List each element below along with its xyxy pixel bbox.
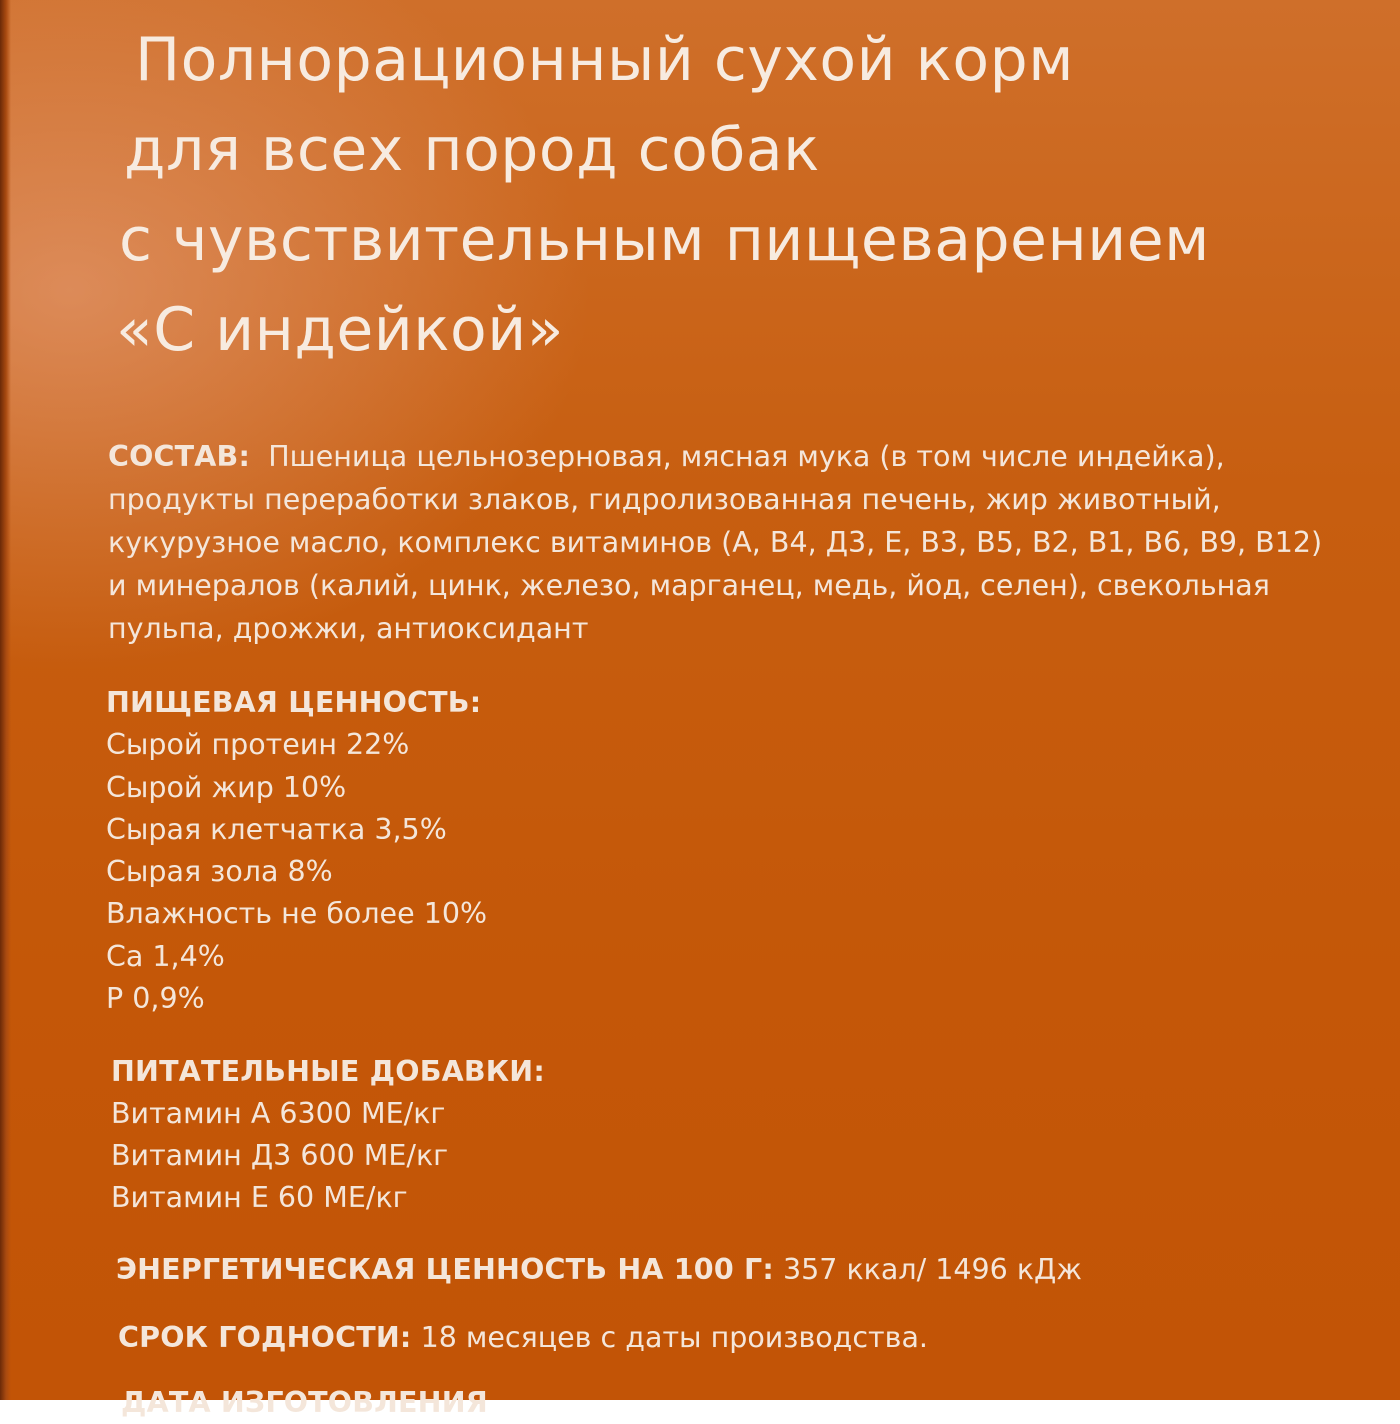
nutrition-item: Влажность не более 10% [106, 897, 488, 931]
shelf-life-section [118, 1316, 928, 1359]
energy-section [116, 1248, 1082, 1291]
nutrition-item: Сырой жир 10% [106, 770, 347, 804]
nutrition-item: Сырая зола 8% [106, 855, 333, 889]
package-edge-shadow [0, 0, 11, 1400]
composition-line: и минералов (калий, цинк, железо, марганец, медь, йод, селен), свекольная [108, 569, 1270, 602]
headline-line-3: с чувствительным пищеварением [119, 205, 1210, 275]
headline-line-4: «С индейкой» [116, 295, 564, 365]
additives-section [111, 1051, 545, 1219]
composition-line: кукурузное масло, комплекс витаминов (А, В4, Д3, Е, В3, В5, В2, В1, В6, В9, В12) [108, 526, 1323, 559]
energy-value: 357 ккал/ 1496 кДж [783, 1253, 1082, 1286]
composition-section [108, 435, 1322, 650]
additive-item: Витамин Д3 600 МЕ/кг [111, 1139, 449, 1172]
composition-text: Пшеница цельнозерновая, мясная мука (в том числе индейка), [268, 440, 1225, 473]
nutrition-item: Ca 1,4% [106, 939, 225, 973]
composition-line: пульпа, дрожжи, антиоксидант [108, 612, 589, 645]
energy-title: ЭНЕРГЕТИЧЕСКАЯ ЦЕННОСТЬ НА 100 Г: [116, 1253, 774, 1286]
headline-line-2: для всех пород собак [124, 115, 820, 185]
production-date-title: ДАТА ИЗГОТОВЛЕНИЯ [121, 1386, 488, 1419]
nutrition-item: Сырая клетчатка 3,5% [106, 812, 447, 846]
composition-title: СОСТАВ: [108, 440, 251, 473]
shelf-life-title: СРОК ГОДНОСТИ: [118, 1321, 412, 1354]
nutrition-item: Сырой протеин 22% [106, 728, 410, 762]
nutrition-item: P 0,9% [106, 982, 205, 1016]
additive-item: Витамин А 6300 МЕ/кг [111, 1097, 446, 1130]
shelf-life-value: 18 месяцев с даты производства. [420, 1321, 928, 1354]
headline-line-1: Полнорационный сухой корм [135, 25, 1074, 95]
nutrition-title: ПИЩЕВАЯ ЦЕННОСТЬ: [106, 686, 482, 719]
composition-line: продукты переработки злаков, гидролизованная печень, жир животный, [108, 483, 1221, 516]
composition-line [108, 435, 1322, 478]
nutrition-section [106, 682, 487, 1020]
production-date-section [121, 1381, 488, 1424]
additive-item: Витамин Е 60 МЕ/кг [111, 1181, 408, 1214]
additives-title: ПИТАТЕЛЬНЫЕ ДОБАВКИ: [111, 1055, 545, 1088]
